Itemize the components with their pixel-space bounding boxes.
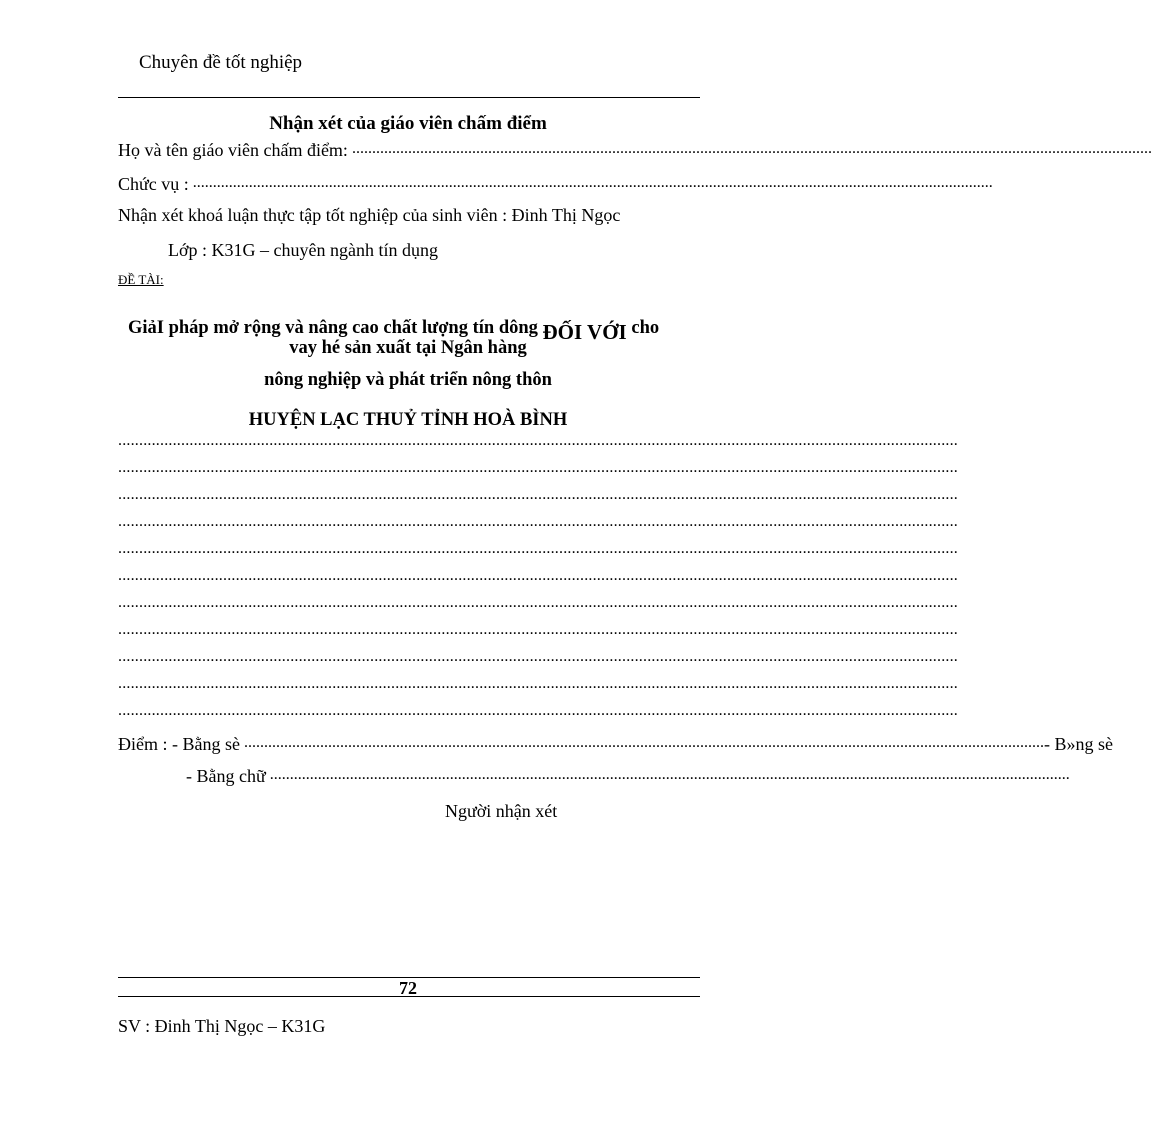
- score-number-dots: ........................................................................................................................................................................................................: [243, 734, 1044, 751]
- comment-dots-line: ........................................................................................................................................................................................................: [118, 486, 958, 503]
- score-words-label: - Bằng chữ: [186, 766, 266, 786]
- teacher-name-field: [118, 140, 1152, 161]
- score-words-row: [186, 766, 1070, 787]
- topic-line-1: [128, 314, 660, 344]
- comment-dots-line: ........................................................................................................................................................................................................: [118, 540, 958, 557]
- header-rule: [118, 97, 700, 98]
- reviewer-signature-label: Người nhận xét: [445, 801, 558, 821]
- position-field: [118, 174, 993, 195]
- footer-rule-bottom: [118, 996, 700, 997]
- comment-dots-line: ........................................................................................................................................................................................................: [118, 702, 958, 719]
- comment-dots-line: ........................................................................................................................................................................................................: [118, 432, 958, 449]
- score-words-dots: ........................................................................................................................................................................................................: [269, 766, 1070, 783]
- comment-dots-line: ........................................................................................................................................................................................................: [118, 594, 958, 611]
- comment-dots-line: ........................................................................................................................................................................................................: [118, 459, 958, 476]
- topic-line-1-end: cho: [631, 318, 660, 338]
- teacher-name-label: Họ và tên giáo viên chấm điểm:: [118, 140, 348, 160]
- topic-line-2: vay hé sản xuất tại Ngân hàng: [289, 338, 527, 358]
- topic-label: ĐỀ TÀI:: [118, 272, 164, 287]
- score-label: Điểm : - Bằng sè: [118, 734, 240, 754]
- comment-dots-line: ........................................................................................................................................................................................................: [118, 567, 958, 584]
- comment-dots-line: ........................................................................................................................................................................................................: [118, 621, 958, 638]
- footer-student: SV : Đinh Thị Ngọc – K31G: [118, 1016, 326, 1036]
- running-header: Chuyên đề tốt nghiệp: [139, 52, 303, 73]
- score-number-label: - B»ng sè: [1043, 734, 1113, 754]
- comment-line: Nhận xét khoá luận thực tập tốt nghiệp của sinh viên : Đinh Thị Ngọc: [118, 205, 621, 225]
- review-title: Nhận xét của giáo viên chấm điểm: [269, 113, 547, 134]
- comment-dots-line: ........................................................................................................................................................................................................: [118, 675, 958, 692]
- topic-line-3: nông nghiệp và phát triển nông thôn: [264, 370, 552, 390]
- score-number-row: [118, 734, 1113, 755]
- topic-line-4: HUYỆN LẠC THUỶ TỈNH HOÀ BÌNH: [248, 410, 568, 430]
- topic-line-1-start: GiảI pháp mở rộng và nâng cao chất lượng tín dông: [128, 318, 538, 338]
- comment-dots-line: ........................................................................................................................................................................................................: [118, 648, 958, 665]
- topic-line-1-big: ĐỐI VỚI: [542, 320, 627, 344]
- position-dots: ........................................................................................................................................................................................................: [192, 174, 993, 191]
- position-label: Chức vụ :: [118, 174, 189, 194]
- class-line: Lớp : K31G – chuyên ngành tín dụng: [168, 240, 438, 260]
- teacher-name-dots: ........................................................................................................................................................................................................: [351, 140, 1152, 157]
- comment-dots-line: ........................................................................................................................................................................................................: [118, 513, 958, 530]
- page-number: 72: [399, 978, 417, 998]
